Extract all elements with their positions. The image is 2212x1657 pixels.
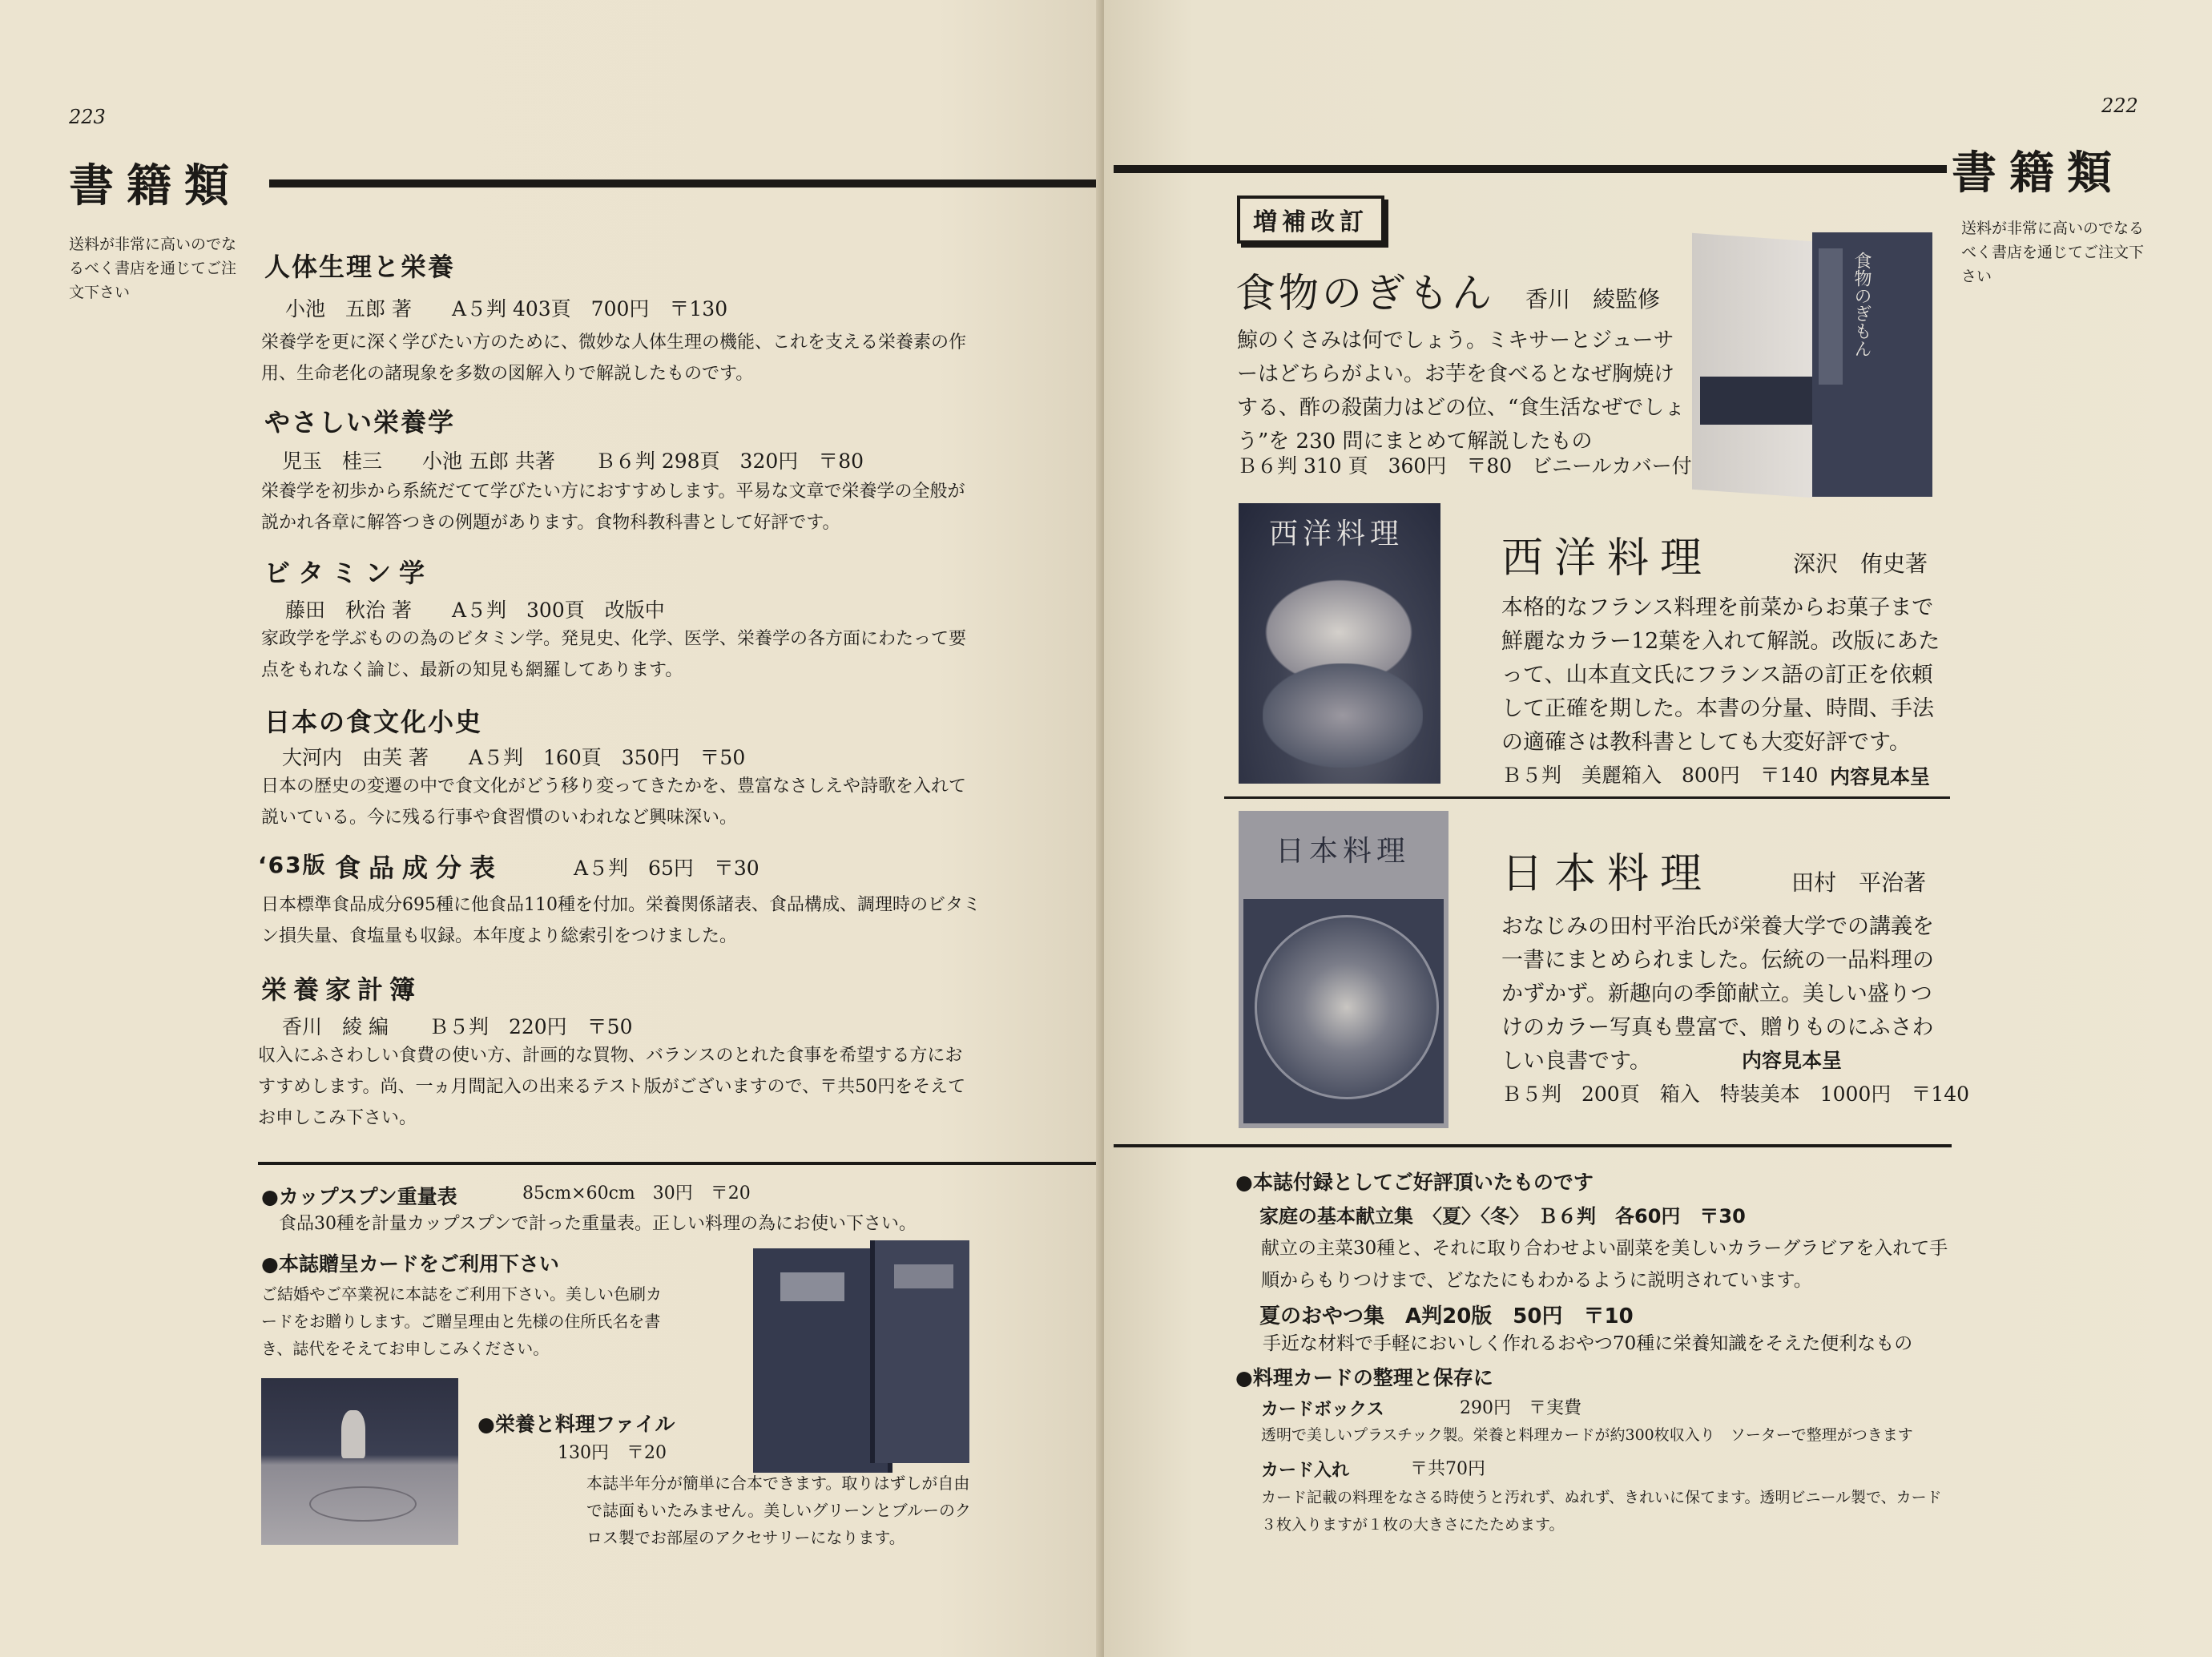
book-description: 日本の歴史の変遷の中で食文化がどう移り変ってきたかを、豊富なさしえや詩歌を入れて説いている。今に残る行事や食習慣のいわれなど興味深い。 xyxy=(261,776,967,828)
shipping-note: 送料が非常に高いのでなるべく書店を通じてご注文下さい xyxy=(1961,220,2145,285)
book-description: 栄養学を初歩から系統だてて学びたい方におすすめします。平易な文章で栄養学の全般が説かれ各章に解答つきの例題があります。食物科教科書として好評です。 xyxy=(261,482,965,533)
revised-edition-tag: 増補改訂 xyxy=(1237,196,1384,244)
cardcase-description: カード記載の料理をなさる時使うと汚れず、ぬれず、きれいに保てます。透明ビニール製で、カード３枚入りますが１枚の大きさにたためます。 xyxy=(1261,1489,1942,1534)
section-divider xyxy=(1114,1144,1952,1147)
book-author: 香川 綾監修 xyxy=(1525,286,1661,312)
right-page xyxy=(1104,0,2212,1657)
page-number: 223 xyxy=(69,106,106,128)
supplement-header: ●本誌付録としてご好評頂いたものです xyxy=(1235,1171,1594,1194)
item-meta: 130円 〒20 xyxy=(558,1443,667,1463)
book-author: 深沢 侑史著 xyxy=(1793,550,1928,577)
book-description: 本格的なフランス料理を前菜からお菓子まで鮮麗なカラー12葉を入れて解説。改版にあたって、山本直文氏にフランス語の訂正を依頼して正確を期した。本書の分量、時間、手法の適確さは教科書としても大変好評です。 xyxy=(1501,595,1940,755)
card-header: ●料理カードの整理と保存に xyxy=(1235,1366,1493,1389)
cover-title: 食物のぎもん xyxy=(1851,252,1872,357)
item-meta: 85cm×60cm 30円 〒20 xyxy=(522,1183,751,1203)
binder-file-photo xyxy=(753,1240,969,1473)
book-description: 収入にふさわしい食費の使い方、計画的な買物、バランスのとれた食事を希望する方におすすめします。尚、一ヵ月間記入の出来るテスト版がございますので、〒共50円をそえてお申しこみ下さい。 xyxy=(258,1046,966,1128)
cardbox-description: 透明で美しいプラスチック製。栄養と料理カードが約300枚収入り ソーターで整理がつきます xyxy=(1261,1426,1913,1444)
supplement-description: 献立の主菜30種と、それに取り合わせよい副菜を美しいカラーグラビアを入れて手順からもりつけまで、どなたにもわかるように説明されています。 xyxy=(1261,1238,1948,1291)
nihon-ryori-cover xyxy=(1239,811,1448,1128)
cover-title: 日本料理 xyxy=(1275,835,1411,868)
gift-card-photo xyxy=(261,1378,458,1545)
section-heading: 書籍類 xyxy=(69,160,242,212)
book-meta: 児玉 桂三 小池 五郎 共著 Ｂ６判 298頁 320円 〒80 xyxy=(282,450,864,473)
sample-offer: 内容見本呈 xyxy=(1742,1049,1843,1072)
supplement-title: 家庭の基本献立集 〈夏〉〈冬〉 Ｂ６判 各60円 〒30 xyxy=(1259,1205,1746,1228)
book-description: 家政学を学ぶものの為のビタミン学。発見史、化学、医学、栄養学の各方面にわたって要点をもれなく論じ、最新の知見も網羅してあります。 xyxy=(261,629,967,680)
book-description: 栄養学を更に深く学びたい方のために、微妙な人体生理の機能、これを支える栄養素の作用、生命老化の諸現象を多数の図解入りで解説したものです。 xyxy=(261,333,967,384)
book-meta: 大河内 由芙 著 A５判 160頁 350円 〒50 xyxy=(282,746,746,769)
item-title: ●カップスプン重量表 xyxy=(261,1185,457,1208)
book-title: 食品成分表 xyxy=(335,853,504,883)
item-description: 食品30種を計量カップスプンで計った重量表。正しい料理の為にお使い下さい。 xyxy=(279,1214,917,1234)
edition-label: ‘63版 xyxy=(258,852,327,878)
cardcase-title: カード入れ xyxy=(1261,1461,1350,1481)
item-title: ●本誌贈呈カードをご利用下さい xyxy=(261,1252,559,1276)
book-title: 西洋料理 xyxy=(1501,534,1714,583)
heading-rule xyxy=(269,179,1104,187)
book-author: 田村 平治著 xyxy=(1791,869,1927,896)
book-title: 日本料理 xyxy=(1501,850,1714,898)
book-description: おなじみの田村平治氏が栄養大学での講義を一書にまとめられました。伝統の一品料理のかずかず。新趣向の季節献立。美しい盛りつけのカラー写真も豊富で、贈りものにふさわしい良書です。 xyxy=(1501,914,1934,1074)
book-title: やさしい栄養学 xyxy=(264,407,456,437)
shipping-note: 送料が非常に高いのでなるべく書店を通じてご注文下さい xyxy=(69,236,237,301)
supplement-description: 手近な材料で手軽においしく作れるおやつ70種に栄養知識をそえた便利なもの xyxy=(1263,1333,1913,1354)
book-meta: 香川 綾 編 Ｂ５判 220円 〒50 xyxy=(282,1015,633,1038)
seiyo-ryori-cover xyxy=(1239,503,1440,784)
cardbox-meta: 290円 〒実費 xyxy=(1460,1398,1581,1418)
book-title: 栄養家計簿 xyxy=(261,974,422,1005)
cardcase-meta: 〒共70円 xyxy=(1410,1459,1485,1479)
book-title: 食物のぎもん xyxy=(1235,270,1495,316)
book-meta: Ｂ５判 美麗箱入 800円 〒140 xyxy=(1501,764,1819,787)
section-heading: 書籍類 xyxy=(1952,147,2125,200)
left-page xyxy=(0,0,1104,1657)
cover-title: 西洋料理 xyxy=(1269,518,1404,550)
book-meta: 藤田 秋治 著 A５判 300頁 改版中 xyxy=(285,599,665,622)
heading-rule xyxy=(1114,165,1947,173)
book-title: 日本の食文化小史 xyxy=(264,707,483,737)
book-meta: 小池 五郎 著 A５判 403頁 700円 〒130 xyxy=(285,297,728,321)
book-meta: Ｂ６判 310 頁 360円 〒80 ビニールカバー付 xyxy=(1237,454,1692,478)
item-description: ご結婚やご卒業祝に本誌をご利用下さい。美しい色刷カードをお贈りします。ご贈呈理由と先様の住所氏名を書き、誌代をそえてお申しこみください。 xyxy=(261,1284,662,1358)
sample-offer: 内容見本呈 xyxy=(1830,765,1931,788)
book-title: ビタミン学 xyxy=(264,558,433,588)
book-divider xyxy=(1224,796,1950,799)
book-description: 日本標準食品成分695種に他食品110種を付加。栄養関係諸表、食品構成、調理時のビタミン損失量、食塩量も収録。本年度より総索引をつけました。 xyxy=(261,895,981,946)
book-meta: A５判 65円 〒30 xyxy=(574,857,759,880)
section-divider xyxy=(258,1162,1104,1165)
book-meta: Ｂ５判 200頁 箱入 特装美本 1000円 〒140 xyxy=(1501,1082,1970,1106)
book-box-photo xyxy=(1692,232,1937,505)
cardbox-title: カードボックス xyxy=(1261,1400,1384,1420)
book-title: 人体生理と栄養 xyxy=(264,252,456,282)
item-title: ●栄養と料理ファイル xyxy=(477,1413,675,1436)
book-description: 鯨のくさみは何でしょう。ミキサーとジューサーはどちらがよい。お芋を食べるとなぜ胸焼けする、酢の殺菌力はどの位、“食生活なぜでしょう”を 230 問にまとめて解説したもの xyxy=(1237,329,1686,454)
item-description: 本誌半年分が簡単に合本できます。取りはずしが自由で誌面もいたみません。美しいグリーンとブルーのクロス製でお部屋のアクセサリーになります。 xyxy=(586,1474,971,1547)
supplement-title: 夏のおやつ集 A判20版 50円 〒10 xyxy=(1259,1304,1634,1328)
page-number: 222 xyxy=(2101,95,2138,117)
